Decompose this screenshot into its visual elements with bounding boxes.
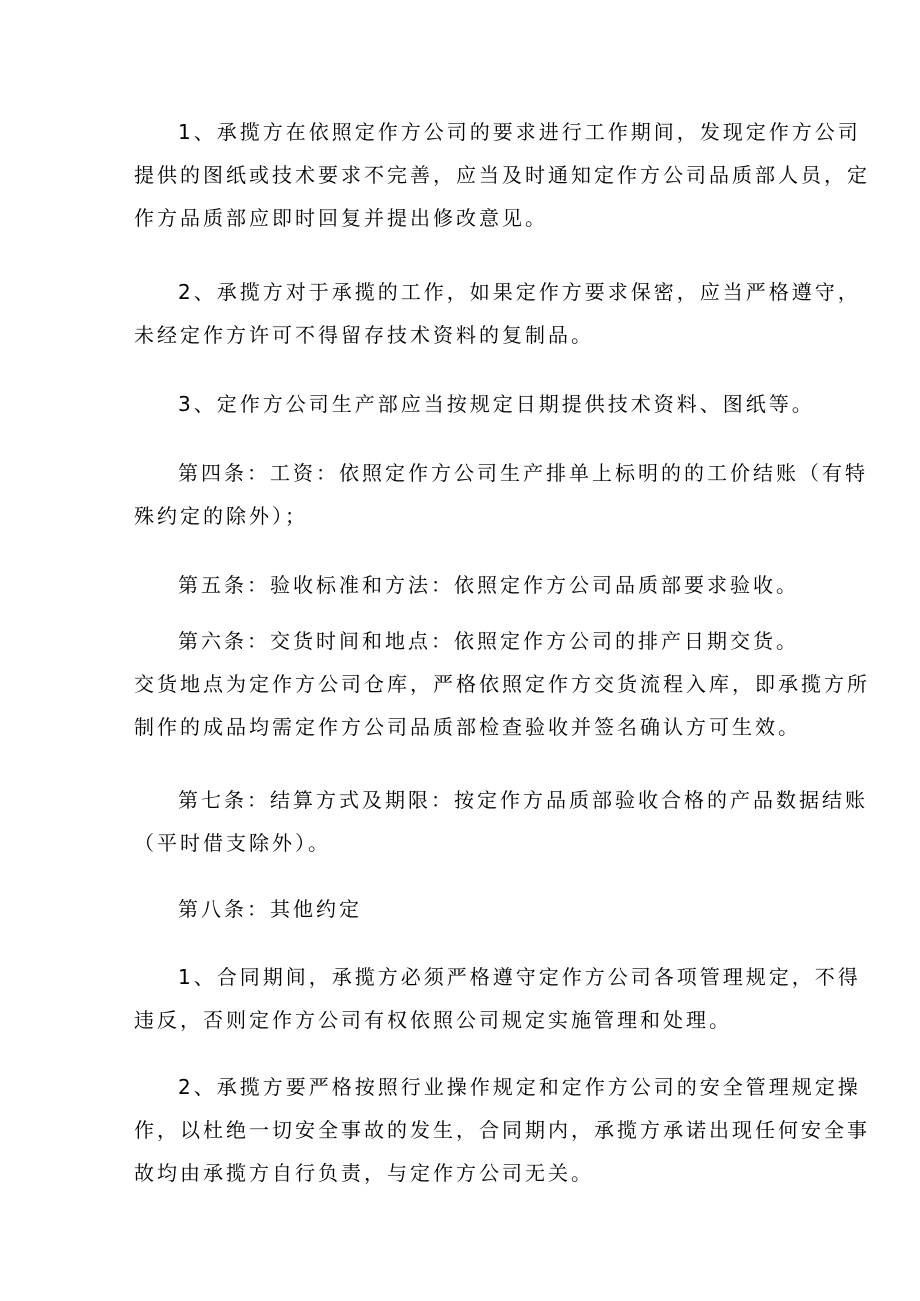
paragraph-article-5: [134, 564, 799, 607]
paragraph-article-8: [134, 888, 786, 931]
text-line: 提供的图纸或技术要求不完善，应当及时通知定作方公司品质部人员，定: [134, 163, 870, 187]
text-line: 第四条：工资：依照定作方公司生产排单上标明的的工价结账（有特: [178, 461, 868, 485]
text-line: 违反，否则定作方公司有权依照公司规定实施管理和处理。: [134, 1008, 732, 1032]
paragraph-article-4: [134, 452, 868, 538]
text-line: 1、合同期间，承揽方必须严格遵守定作方公司各项管理规定，不得: [178, 965, 861, 989]
paragraph-article-7: [134, 779, 868, 865]
text-line: 1、承揽方在依照定作方公司的要求进行工作期间，发现定作方公司: [178, 120, 861, 144]
text-line: （平时借支除外）。: [134, 831, 331, 855]
paragraph-clause-3: [134, 383, 815, 426]
text-line: 未经定作方许可不得留存技术资料的复制品。: [134, 323, 594, 347]
text-line: 2、承揽方对于承揽的工作，如果定作方要求保密，应当严格遵守，: [178, 280, 861, 304]
text-line: 第六条：交货时间和地点：依照定作方公司的排产日期交货。: [178, 629, 799, 653]
text-line: 第五条：验收标准和方法：依照定作方公司品质部要求验收。: [178, 573, 799, 597]
text-line: 3、定作方公司生产部应当按规定日期提供技术资料、图纸等。: [178, 392, 815, 416]
text-line: 作，以杜绝一切安全事故的发生，合同期内，承揽方承诺出现任何安全事: [134, 1118, 870, 1142]
text-line: 殊约定的除外）；: [134, 504, 308, 528]
paragraph-clause-2: [134, 271, 861, 357]
text-line: 故均由承揽方自行负责，与定作方公司无关。: [134, 1161, 594, 1185]
text-line: 交货地点为定作方公司仓库，严格依照定作方交货流程入库，即承揽方所: [134, 672, 870, 696]
paragraph-article-6: [134, 620, 870, 749]
paragraph-other-2: [134, 1066, 870, 1195]
paragraph-other-1: [134, 956, 861, 1042]
paragraph-clause-1: [134, 111, 870, 240]
text-line: 第八条：其他约定: [178, 897, 362, 921]
text-line: 作方品质部应即时回复并提出修改意见。: [134, 206, 548, 230]
text-line: 制作的成品均需定作方公司品质部检查验收并签名确认方可生效。: [134, 715, 801, 739]
text-line: 第七条：结算方式及期限：按定作方品质部验收合格的产品数据结账: [178, 788, 868, 812]
text-line: 2、承揽方要严格按照行业操作规定和定作方公司的安全管理规定操: [178, 1075, 861, 1099]
